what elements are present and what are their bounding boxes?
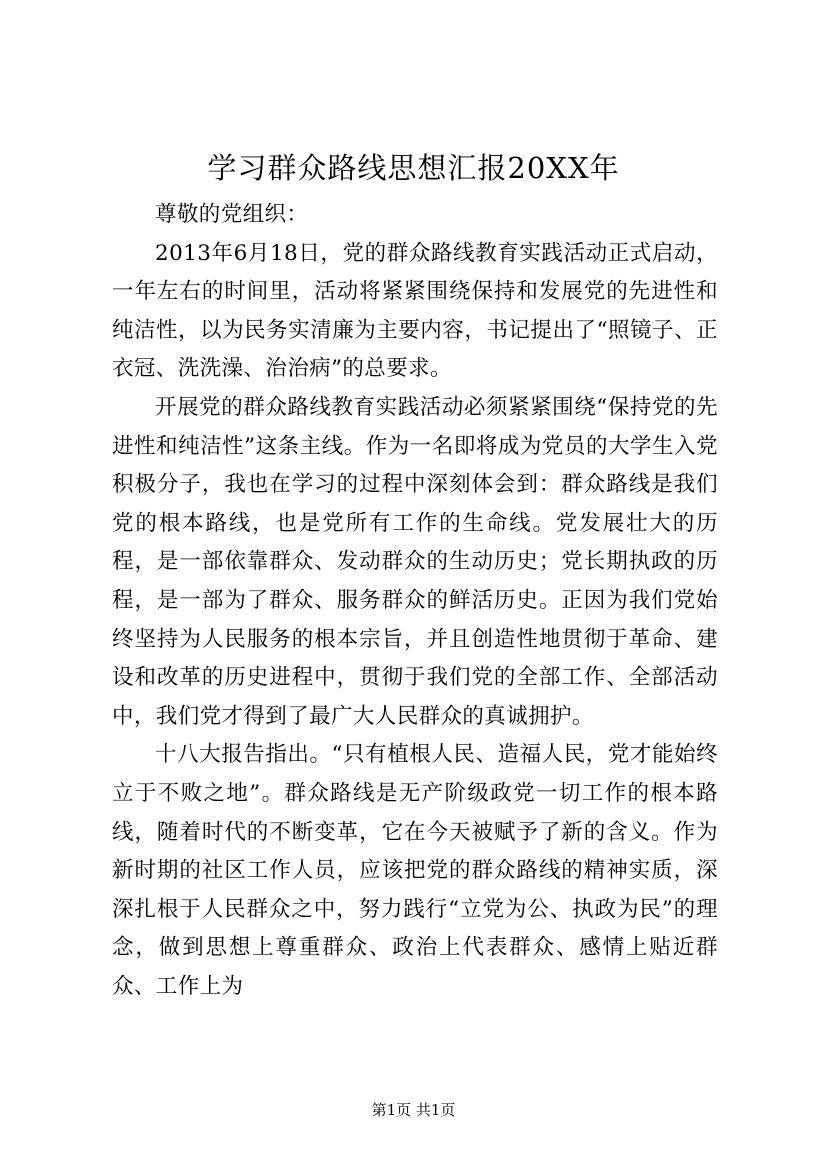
page-number-footer: 第1页 共1页 — [371, 1101, 456, 1119]
document-body — [112, 196, 718, 1006]
document-title: 学习群众路线思想汇报20XX年 — [207, 151, 620, 185]
paragraph-3: 十八大报告指出。“只有植根人民、造福人民，党才能始终立于不败之地”。群众路线是无产阶级政党一切工作的根本路线，随着时代的不断变革，它在今天被赋予了新的含义。作为新时期的社区工作人员，应该把党的群众路线的精神实质，深深扎根于人民群众之中，努力践行“立党为公、执政为民”的理念，做到思想上尊重群众、政治上代表群众、感情上贴近群众、工作上为 — [112, 742, 718, 999]
salutation: 尊敬的党组织： — [155, 202, 309, 227]
paragraph-1: 2013年6月18日，党的群众路线教育实践活动正式启动，一年左右的时间里，活动将紧紧围绕保持和发展党的先进性和纯洁性，以为民务实清廉为主要内容，书记提出了“照镜子、正衣冠、洗洗澡、治治病”的总要求。 — [112, 240, 718, 382]
paragraph-2: 开展党的群众路线教育实践活动必须紧紧围绕“保持党的先进性和纯洁性”这条主线。作为一名即将成为党员的大学生入党积极分子，我也在学习的过程中深刻体会到：群众路线是我们党的根本路线，也是党所有工作的生命线。党发展壮大的历程，是一部依靠群众、发动群众的生动历史；党长期执政的历程，是一部为了群众、服务群众的鲜活历史。正因为我们党始终坚持为人民服务的根本宗旨，并且创造性地贯彻于革命、建设和改革的历史进程中，贯彻于我们党的全部工作、全部活动中，我们党才得到了最广大人民群众的真诚拥护。 — [112, 394, 718, 729]
